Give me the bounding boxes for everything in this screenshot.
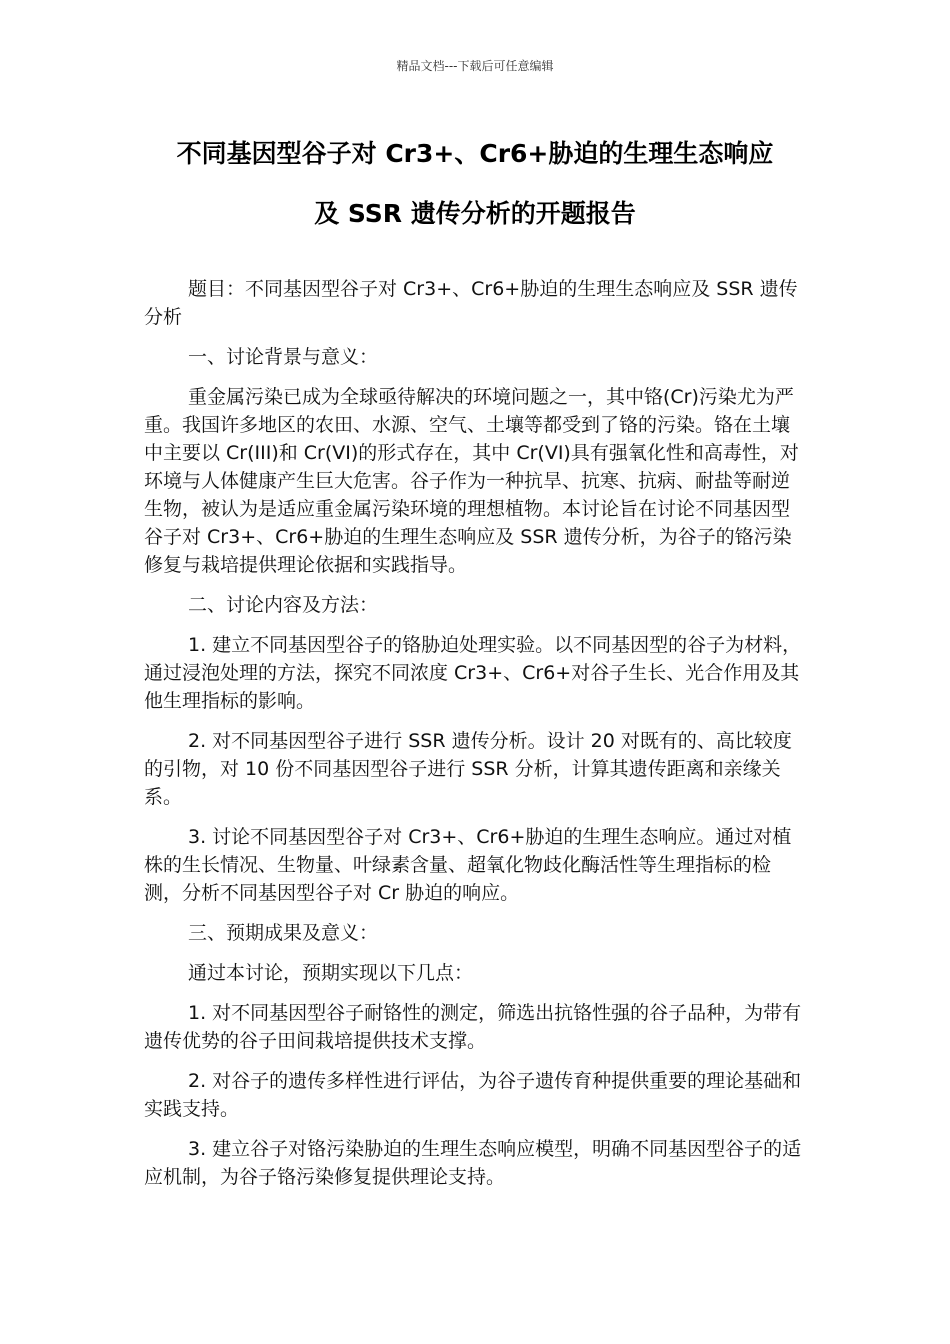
expected-item-3: 3. 建立谷子对铬污染胁迫的生理生态响应模型，明确不同基因型谷子的适应机制，为谷子铬污染修复提供理论支持。: [144, 1138, 802, 1188]
document-title-line-2: 及 SSR 遗传分析的开题报告: [314, 199, 636, 228]
method-item-2: 2. 对不同基因型谷子进行 SSR 遗传分析。设计 20 对既有的、高比较度的引物，对 10 份不同基因型谷子进行 SSR 分析，计算其遗传距离和亲缘关系。: [144, 730, 792, 808]
section-heading-background: 一、讨论背景与意义：: [188, 346, 379, 368]
background-paragraph: 重金属污染已成为全球亟待解决的环境问题之一，其中铬(Cr)污染尤为严重。我国许多地区的农田、水源、空气、土壤等都受到了铬的污染。铬在土壤中主要以 Cr(III)和 Cr(VI)的形式存在，其中 Cr(VI)具有强氧化性和高毒性，对环境与人体健康产生巨大危害。谷子作为一种抗旱、抗寒、抗病、耐盐等耐逆生物，被认为是适应重金属污染环境的理想植物。本讨论旨在讨论不同基因型谷子对 Cr3+、Cr6+胁迫的生理生态响应及 SSR 遗传分析，为谷子的铬污染修复与栽培提供理论依据和实践指导。: [144, 386, 799, 576]
document-title-line-1: 不同基因型谷子对 Cr3+、Cr6+胁迫的生理生态响应: [176, 139, 774, 168]
method-item-3: 3. 讨论不同基因型谷子对 Cr3+、Cr6+胁迫的生理生态响应。通过对植株的生长情况、生物量、叶绿素含量、超氧化物歧化酶活性等生理指标的检测，分析不同基因型谷子对 Cr 胁迫的响应。: [144, 826, 792, 904]
section-heading-expected-results: 三、预期成果及意义：: [188, 922, 379, 944]
header-note: 精品文档---下载后可任意编辑: [396, 59, 554, 73]
method-item-1: 1. 建立不同基因型谷子的铬胁迫处理实验。以不同基因型的谷子为材料，通过浸泡处理的方法，探究不同浓度 Cr3+、Cr6+对谷子生长、光合作用及其他生理指标的影响。: [144, 634, 802, 712]
topic-paragraph: 题目：不同基因型谷子对 Cr3+、Cr6+胁迫的生理生态响应及 SSR 遗传分析: [144, 278, 798, 328]
document-body: [144, 275, 806, 1203]
expected-intro: 通过本讨论，预期实现以下几点：: [188, 962, 474, 984]
section-heading-content-methods: 二、讨论内容及方法：: [188, 594, 379, 616]
expected-item-1: 1. 对不同基因型谷子耐铬性的测定，筛选出抗铬性强的谷子品种，为带有遗传优势的谷子田间栽培提供技术支撑。: [144, 1002, 802, 1052]
expected-item-2: 2. 对谷子的遗传多样性进行评估，为谷子遗传育种提供重要的理论基础和实践支持。: [144, 1070, 802, 1120]
